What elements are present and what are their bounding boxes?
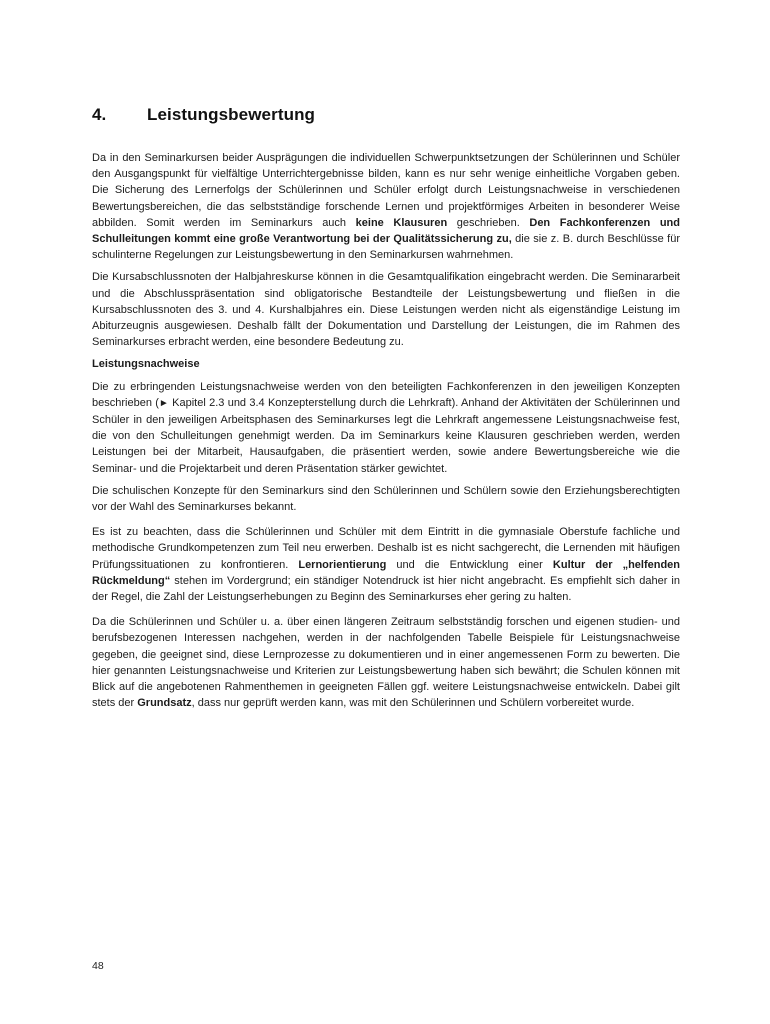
text-span: Kapitel 2.3 und 3.4 Konzepterstellung durch die Lehrkraft). Anhand der Aktivitäten der Schülerinnen und Schüler in den jeweiligen Arbeitsphasen des Seminarkurses legt die Lehrkraft angemessene Leistungsnachweise fest, die von den Schulleitungen genehmigt werden. Da im Seminarkurs keine Klausuren geschrieben werden, werden Leistungen bei der Mitarbeit, Hausaufgaben, die präsentiert werden, sowie andere Bewertungsbereiche wie die Seminar- und die Projektarbeit und deren Präsentation stärker gewichtet. — [92, 396, 681, 475]
section-heading — [92, 105, 682, 125]
emphasis-keine-klausuren: keine Klausuren — [355, 216, 448, 229]
paragraph-tabelle-beispiele — [92, 614, 680, 711]
text-span: , dass nur geprüft werden kann, was mit den Schülerinnen und Schülern vorbereitet wurde. — [191, 697, 635, 710]
text-span: und die Entwicklung einer — [386, 558, 553, 571]
text-span: Da die Schülerinnen und Schüler u. a. über einen längeren Zeitraum selbstständig forschen und eigenen studien- und berufsbezogenen Interessen nachgehen, werden in der nachfolgenden Tabelle Beispiele für Leistungsnachweise gegeben, die geeignet sind, diese Lernprozesse zu dokumentieren und in einer angemessenen Form zu bewerten. Die hier genannten Leistungsnachweise und Kriterien zur Leistungsbewertung haben sich bewährt; die Schulen können mit Blick auf die angebotenen Rahmenthemen in geeigneten Fällen ggf. weitere Leistungsnachweise entwickeln. Dabei gilt stets der — [92, 616, 680, 710]
text-span: Die zu erbringenden Leistungsnachweise werden von den beteiligten Fachkonferenzen in den jeweiligen Konzepten beschrieben ( — [92, 380, 680, 409]
emphasis-rueckmeldung: Kultur der „helfenden Rückmeldung“ — [92, 558, 681, 587]
emphasis-lernorientierung: Lernorientierung — [298, 558, 387, 571]
paragraph-intro — [92, 150, 680, 263]
arrow-right-icon: ► — [158, 397, 169, 409]
paragraph-leistungsnachweise — [92, 379, 680, 477]
paragraph-konzepte: Die schulischen Konzepte für den Seminarkurs sind den Schülerinnen und Schülern sowie den Erziehungsberechtigten vor der Wahl des Seminarkurses bekannt. — [92, 484, 680, 514]
page-number: 48 — [92, 960, 104, 972]
emphasis-grundsatz: Grundsatz — [137, 697, 192, 710]
text-span: Da in den Seminarkursen beider Ausprägungen die individuellen Schwerpunktsetzungen der Schülerinnen und Schüler den Ausgangspunkt für vielfältige Unterrichtergebnisse bilden, kann es nur sehr wenige einheitliche Vorgaben geben. Die Sicherung des Lernerfolgs der Schülerinnen und Schüler erfolgt durch Leistungsnachweise in verschiedenen Bewertungsbereichen, die das selbstständige forschende Lernen und projektförmiges Arbeiten in besonderer Weise abbilden. Somit werden im Seminarkurs auch — [92, 152, 680, 229]
text-span: stehen im Vordergrund; ein ständiger Notendruck ist hier nicht angebracht. Es empfiehlt sich daher in der Regel, die Zahl der Leistungserhebungen zu Beginn des Seminarkurses eher gering zu halten. — [92, 574, 680, 604]
text-span: geschrieben. — [447, 216, 530, 229]
section-number: 4. — [92, 105, 107, 124]
text-span: Es ist zu beachten, dass die Schülerinnen und Schüler mit dem Eintritt in die gymnasiale Oberstufe fachliche und methodische Grundkompetenzen zum Teil neu erwerben. Deshalb ist es nicht sachgerecht, die Lernenden mit häufigen Prüfungssituationen zu konfrontieren. — [92, 526, 680, 571]
section-title: Leistungsbewertung — [147, 105, 316, 124]
body-text — [92, 150, 680, 718]
paragraph-kursabschlussnoten: Die Kursabschlussnoten der Halbjahreskurse können in die Gesamtqualifikation eingebracht werden. Die Seminararbeit und die Abschlusspräsentation sind obligatorische Bestandteile der Leistungsbewertung und fließen in die Kursabschlussnoten des 3. und 4. Kurshalbjahres ein. Diese Leistungen werden nicht als eigenständige Leistung im Abiturzeugnis ausgewiesen. Deshalb fällt der Dokumentation und Darstellung der Leistungen, die im Rahmen des Seminarkurses erbracht werden, eine besondere Bedeutung zu. — [92, 271, 680, 349]
emphasis-verantwortung: Den Fachkonferenzen und Schulleitungen kommt eine große Verantwortung bei der Qualitätssicherung zu, — [92, 216, 680, 246]
subheading-leistungsnachweise: Leistungsnachweise — [92, 358, 200, 371]
paragraph-lernorientierung — [92, 524, 680, 605]
text-span: die sie z. B. durch Beschlüsse für schulinterne Regelungen zur Leistungsbewertung in den Seminarkursen wahrnehmen. — [92, 233, 681, 262]
